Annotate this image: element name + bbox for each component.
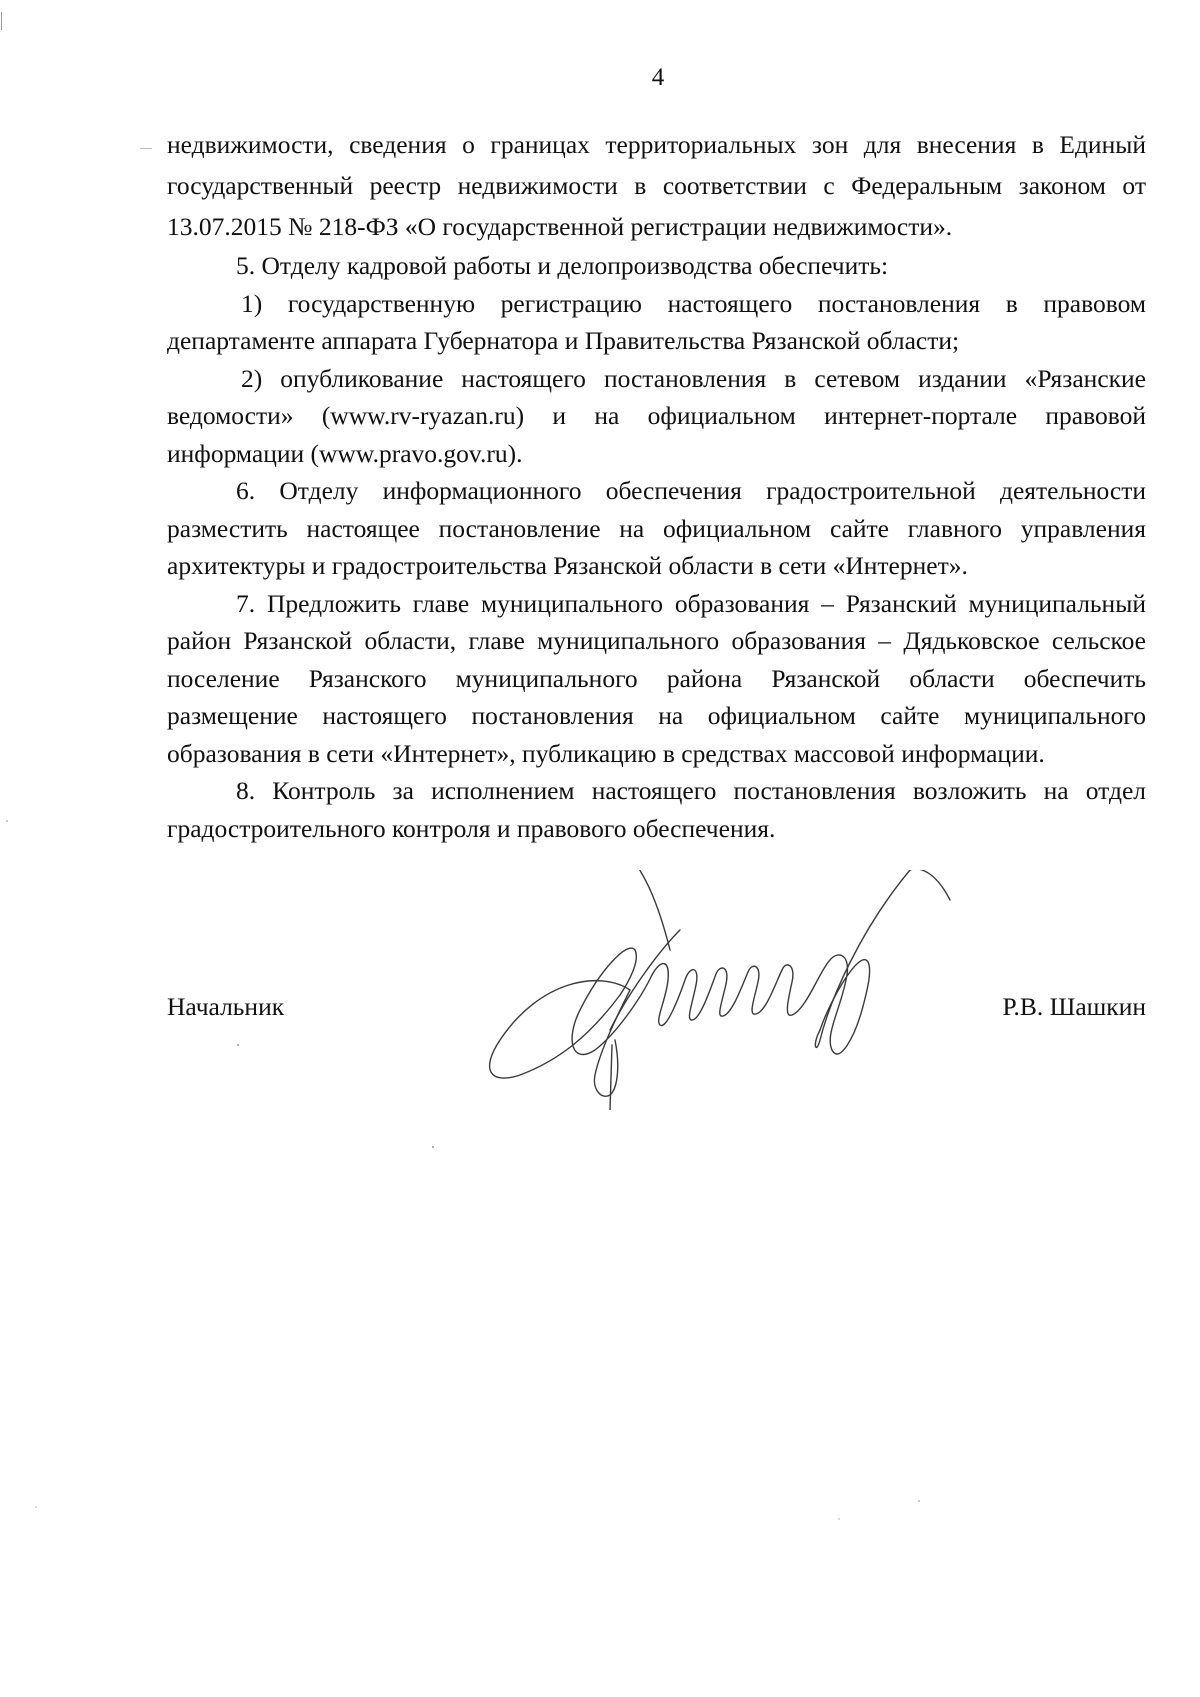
scan-speck — [918, 1500, 920, 1502]
scan-margin-dots — [140, 148, 152, 149]
paragraph-5: 5. Отделу кадровой работы и делопроизводства обеспечить: — [236, 251, 889, 280]
scan-speck — [35, 1506, 37, 1508]
scan-edge-mark — [1, 12, 2, 30]
paragraph-continuation: недвижимости, сведения о границах территориальных зон для внесения в Единый государственный реестр недвижимости в соответствии с Федеральным законом от 13.07.2015 № 218-ФЗ «О государственной регистрации недвижимости». — [167, 130, 1146, 241]
page-number: 4 — [651, 64, 665, 91]
scan-speck — [6, 820, 8, 822]
signer-position: Начальник — [167, 992, 285, 1021]
scan-speck — [237, 1044, 239, 1046]
paragraph-6: 6. Отделу информационного обеспечения градостроительной деятельности разместить настоящее постановление на официальном сайте главного управления архитектуры и градостроительства Рязанской области в сети «Интернет». — [167, 476, 1146, 580]
scan-speck — [838, 1518, 840, 1520]
paragraph-8: 8. Контроль за исполнением настоящего постановления возложить на отдел градостроительного контроля и правового обеспечения. — [167, 776, 1146, 843]
paragraph-7: 7. Предложить главе муниципального образования – Рязанский муниципальный район Рязанской области, главе муниципального образования – Дядьковское сельское поселение Рязанского муниципального района Рязанской области обеспечить размещение настоящего постановления на официальном сайте муниципального образования в сети «Интернет», публикацию в средствах массовой информации. — [167, 588, 1146, 768]
paragraph-5-item-2: 2) опубликование настоящего постановления в сетевом издании «Рязанские ведомости» (www.rv-ryazan.ru) и на официальном интернет-портале правовой информации (www.pravo.gov.ru). — [167, 363, 1146, 468]
scan-speck — [432, 1146, 434, 1148]
signer-name: Р.В. Шашкин — [1002, 992, 1146, 1021]
paragraph-5-item-1: 1) государственную регистрацию настоящего постановления в правовом департаменте аппарата Губернатора и Правительства Рязанской области; — [167, 288, 1146, 355]
document-body — [167, 124, 1146, 847]
handwritten-signature — [480, 870, 1000, 1110]
